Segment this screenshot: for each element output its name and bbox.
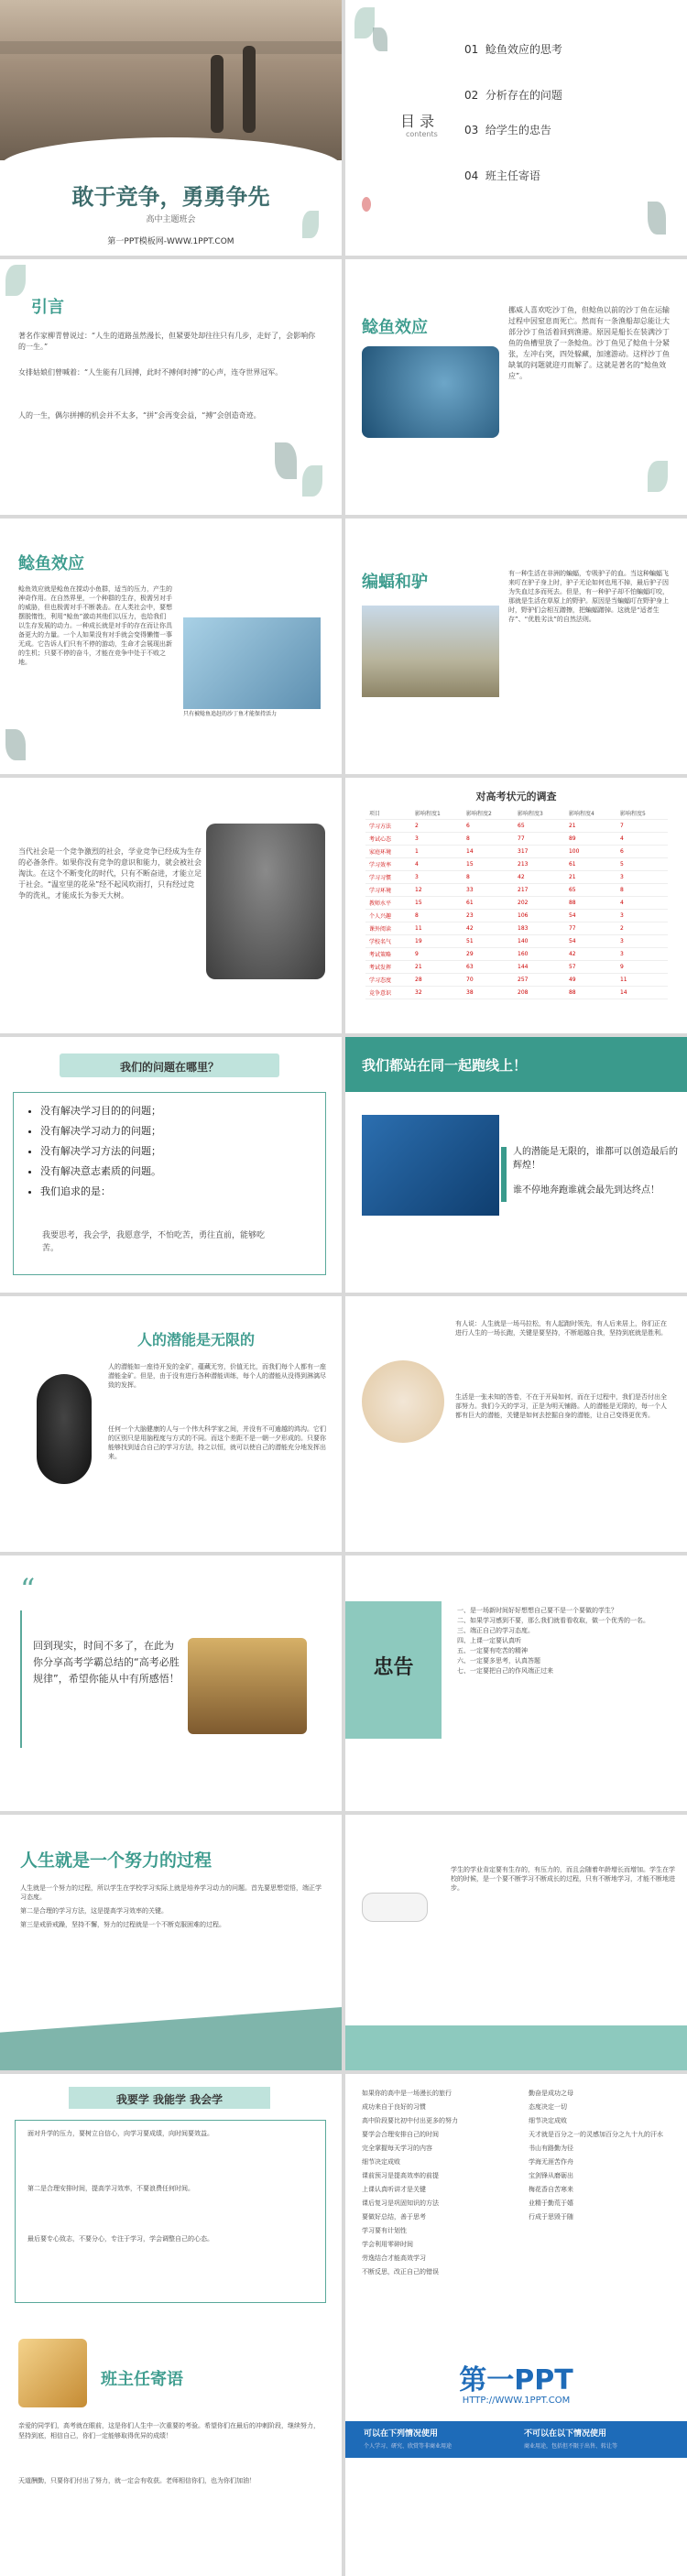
table-header-cell: 项目 xyxy=(365,807,411,820)
survey-table xyxy=(365,807,668,999)
table-row xyxy=(365,846,668,858)
problem-list xyxy=(27,1103,315,1204)
table-header-cell: 影响程度1 xyxy=(411,807,463,820)
table-row xyxy=(365,935,668,948)
table-cell: 77 xyxy=(514,833,565,846)
toc-num: 02 xyxy=(464,89,479,102)
table-cell: 88 xyxy=(565,897,616,910)
table-cell: 考试策略 xyxy=(365,948,411,961)
table-cell: 学校名气 xyxy=(365,935,411,948)
table-cell: 5 xyxy=(616,858,668,871)
table-cell: 144 xyxy=(514,961,565,974)
table-row xyxy=(365,884,668,897)
problem-sub: 我要思考，我会学，我愿意学，不怕吃苦，勇往直前，能够吃苦。 xyxy=(42,1231,266,1253)
list-item: 要做好总结，善于思考 xyxy=(362,2213,426,2221)
willlearn-p3: 最后要专心致志，不要分心，专注于学习，学会调整自己的心态。 xyxy=(27,2235,213,2243)
toc-num: 01 xyxy=(464,43,479,56)
slide-potential[interactable] xyxy=(0,1296,342,1552)
table-cell: 3 xyxy=(616,935,668,948)
leaf-decoration xyxy=(648,202,666,235)
problem-title: 我们的问题在哪里？ xyxy=(119,1061,219,1074)
table-cell: 63 xyxy=(463,961,514,974)
list-item: 细节决定成败 xyxy=(362,2158,400,2166)
slide-society[interactable] xyxy=(0,778,342,1033)
list-item: 态度决定一切 xyxy=(529,2103,567,2111)
table-cell: 4 xyxy=(411,858,463,871)
runner-photo xyxy=(0,0,342,160)
habits-right-list xyxy=(529,2087,675,2224)
table-title: 对高考状元的调查 xyxy=(475,791,557,802)
slide-effort[interactable] xyxy=(0,1815,342,2070)
brand-cannot-text: 商业用途，包括但不限于出售、转让等 xyxy=(524,2443,618,2450)
table-cell: 88 xyxy=(565,987,616,999)
table-row xyxy=(365,820,668,833)
table-cell: 257 xyxy=(514,974,565,987)
toc-sub: contents xyxy=(406,130,438,138)
leaf-decoration xyxy=(5,729,26,760)
catfish2-text: 鲶鱼效应就是鲶鱼在搅动小鱼群，适当的压力，产生的神奇作用。在自然界里，一个种群的生存，极需另对手的威胁，但也极需对手不断袭击。在人类社会中，要想摆脱惰性，利用“鲶鱼”激动其他们以压力，也给我们以生存发展的动力。一种成长就是对手的存在而让你具备更大的力量。一个人如果没有对手就会变得懒惰一事无成。它告诉人们只有不停的游动，生命才会展现出新的生机；只要不停的奋斗，才能在竞争中处于不败之地。 xyxy=(18,585,172,666)
list-item: 课前预习是提高效率的前提 xyxy=(362,2172,439,2179)
slide-toc[interactable] xyxy=(345,0,687,256)
intro-p1: 著名作家柳青曾说过：“人生的道路虽然漫长，但紧要处却往往只有几步，走好了，会影响你的一生。” xyxy=(18,332,316,351)
table-cell: 183 xyxy=(514,922,565,935)
list-item: • 没有解决意志素质的问题。 xyxy=(40,1163,315,1178)
toc-label: 班主任寄语 xyxy=(485,169,540,182)
brand-url[interactable]: HTTP://WWW.1PPT.COM xyxy=(462,2396,571,2406)
table-cell: 6 xyxy=(616,846,668,858)
table-header-cell: 影响程度4 xyxy=(565,807,616,820)
table-header-cell: 影响程度5 xyxy=(616,807,668,820)
fish-photo xyxy=(362,346,499,438)
list-item: 七、一定要把自己的作风端正过来 xyxy=(457,1667,553,1675)
diploma-illustration xyxy=(362,1893,428,1922)
slide-intro[interactable] xyxy=(0,259,342,515)
table-cell: 个人兴趣 xyxy=(365,910,411,922)
table-cell: 21 xyxy=(565,820,616,833)
list-item: 三、端正自己的学习态度。 xyxy=(457,1627,534,1634)
toc-item-4[interactable] xyxy=(464,168,540,183)
catfish-text: 挪威人喜欢吃沙丁鱼，但鲶鱼以前的沙丁鱼在运输过程中因窒息而死亡。然而有一条渔船却总能让大部分沙丁鱼活着回到渔港。原因是船长在装满沙丁鱼的鱼槽里放了一条鲶鱼。沙丁鱼见了鲶鱼十分紧张，左冲右突，四处躲藏，加速游动。这样沙丁鱼缺氧的问题就迎刃而解了。这就是著名的“鲶鱼效应”。 xyxy=(508,306,670,380)
list-item: • 没有解决学习目的的问题； xyxy=(40,1103,315,1118)
catfish-caption: 只有被鲶鱼追赶的沙丁鱼才能保持活力 xyxy=(183,711,278,717)
black-stones-photo xyxy=(37,1374,92,1484)
table-cell: 54 xyxy=(565,935,616,948)
sprinter-photo xyxy=(362,1115,499,1216)
willlearn-p1: 面对升学的压力，要树立自信心，向学习要成绩，向时间要效益。 xyxy=(27,2130,213,2137)
table-header-cell: 影响程度3 xyxy=(514,807,565,820)
table-cell: 3 xyxy=(411,871,463,884)
table-cell: 213 xyxy=(514,858,565,871)
list-item: 五、一定要有吃苦的精神 xyxy=(457,1647,528,1654)
table-row xyxy=(365,858,668,871)
student-illustration xyxy=(362,1360,444,1443)
table-cell: 7 xyxy=(616,820,668,833)
table-cell: 38 xyxy=(463,987,514,999)
effort-right: 学生的学业肯定要有生存的，有压力的，而且会随着年龄增长而增加。学生在学校的时候，是一个要不断学习不断成长的过程，只有不断地学习，才能不断地进步。 xyxy=(451,1866,675,1892)
brand-cannot-title: 不可以在以下情况使用 xyxy=(524,2429,607,2439)
table-cell: 考试心态 xyxy=(365,833,411,846)
cover-title: 敢于竞争，勇勇争先 xyxy=(71,184,270,210)
table-cell: 11 xyxy=(616,974,668,987)
teacher-title: 班主任寄语 xyxy=(101,2370,183,2389)
table-cell: 21 xyxy=(411,961,463,974)
toc-title: 目 录 xyxy=(400,113,435,130)
accent-bar xyxy=(501,1147,507,1202)
list-item: 勤奋是成功之母 xyxy=(529,2090,573,2097)
donkey-title: 编蝠和驴 xyxy=(362,573,428,592)
table-cell: 217 xyxy=(514,884,565,897)
student-p2: 生活是一张未知的答卷，不在于开局如何，而在于过程中，我们是否付出全部努力。我们今天的学习，正是为明天铺路。人的潜能是无限的，每一个人都有巨大的潜能，关键是如何去挖掘自身的潜能，让自己变得更优秀。 xyxy=(455,1393,667,1419)
slide-catfish-1[interactable] xyxy=(345,259,687,515)
table-cell: 3 xyxy=(616,948,668,961)
table-cell: 9 xyxy=(411,948,463,961)
list-item: 如果你的高中是一场漫长的旅行 xyxy=(362,2090,452,2097)
slide-diploma[interactable] xyxy=(345,1815,687,2070)
table-cell: 4 xyxy=(616,833,668,846)
table-cell: 课外阅读 xyxy=(365,922,411,935)
slide-advice[interactable] xyxy=(345,1555,687,1811)
table-row xyxy=(365,961,668,974)
list-item: 完全掌握每天学习的内容 xyxy=(362,2145,432,2152)
table-cell: 54 xyxy=(565,910,616,922)
leaf-decoration xyxy=(648,461,668,492)
slide-problem[interactable] xyxy=(0,1037,342,1293)
toc-label: 分析存在的问题 xyxy=(485,89,562,102)
willlearn-title: 我要学 我能学 我会学 xyxy=(115,2093,224,2106)
table-cell: 42 xyxy=(463,922,514,935)
table-cell: 15 xyxy=(463,858,514,871)
table-cell: 42 xyxy=(514,871,565,884)
list-item: • 没有解决学习动力的问题； xyxy=(40,1123,315,1138)
table-cell: 49 xyxy=(565,974,616,987)
leaf-decoration xyxy=(302,465,322,497)
cover-site: 第一PPT模板网-WWW.1PPT.COM xyxy=(107,237,234,246)
list-item: 不断反思，改正自己的错误 xyxy=(362,2268,439,2276)
table-cell: 23 xyxy=(463,910,514,922)
table-row xyxy=(365,910,668,922)
table-cell: 学习方法 xyxy=(365,820,411,833)
table-cell: 14 xyxy=(463,846,514,858)
sameline-line1: 人的潜能是无限的，谁都可以创造最后的辉煌！ xyxy=(513,1147,678,1171)
table-cell: 32 xyxy=(411,987,463,999)
table-cell: 160 xyxy=(514,948,565,961)
intro-p2: 女排姑娘们曾喊着：“人生能有几回搏，此时不搏何时搏”的心声，连夺世界冠军。 xyxy=(18,368,283,377)
stones-photo xyxy=(206,824,325,979)
list-item: • 没有解决学习方法的问题； xyxy=(40,1143,315,1158)
table-cell: 14 xyxy=(616,987,668,999)
list-item: 一、是一场新时间好好想想自己要不是一个要做的学生？ xyxy=(457,1607,617,1614)
table-row xyxy=(365,833,668,846)
table-cell: 学习效率 xyxy=(365,858,411,871)
table-cell: 202 xyxy=(514,897,565,910)
advice-list xyxy=(457,1606,677,1676)
list-item: 学会利用零碎时间 xyxy=(362,2241,413,2248)
intro-title: 引言 xyxy=(31,298,64,317)
teal-band xyxy=(345,2025,687,2070)
table-cell: 33 xyxy=(463,884,514,897)
table-row xyxy=(365,897,668,910)
slide-survey-table[interactable] xyxy=(345,778,687,1033)
list-item: 课后复习是巩固知识的方法 xyxy=(362,2199,439,2207)
table-cell: 42 xyxy=(565,948,616,961)
table-cell: 8 xyxy=(463,871,514,884)
table-cell: 61 xyxy=(565,858,616,871)
table-cell: 3 xyxy=(616,871,668,884)
list-item: • 我们追求的是： xyxy=(40,1184,315,1198)
teacher-p1: 亲爱的同学们，高考就在眼前，这是你们人生中一次重要的考验。希望你们在最后的冲刺阶段，继续努力，坚持到底，相信自己，你们一定能够取得优异的成绩！ xyxy=(18,2422,320,2440)
table-cell: 3 xyxy=(411,833,463,846)
table-cell: 8 xyxy=(463,833,514,846)
table-cell: 家庭环境 xyxy=(365,846,411,858)
list-item: 高中阶段要比初中付出更多的努力 xyxy=(362,2117,458,2124)
list-item: 天才就是百分之一的灵感加百分之九十九的汗水 xyxy=(529,2131,663,2138)
table-cell: 19 xyxy=(411,935,463,948)
table-cell: 100 xyxy=(565,846,616,858)
teacher-illustration xyxy=(18,2339,87,2407)
table-cell: 317 xyxy=(514,846,565,858)
table-cell: 140 xyxy=(514,935,565,948)
table-cell: 1 xyxy=(411,846,463,858)
effort-p1: 人生就是一个努力的过程，所以学生在学校学习实际上就是培养学习动力的问题。首先要思想觉悟，端正学习态度。 xyxy=(20,1884,322,1901)
table-cell: 70 xyxy=(463,974,514,987)
habits-left-list xyxy=(362,2087,518,2279)
table-cell: 6 xyxy=(463,820,514,833)
table-cell: 89 xyxy=(565,833,616,846)
table-row xyxy=(365,987,668,999)
table-cell: 11 xyxy=(411,922,463,935)
brand-can-text: 个人学习、研究、欣赏等非商业用途 xyxy=(364,2443,453,2450)
catfish2-title: 鲶鱼效应 xyxy=(18,554,84,573)
leaf-decoration xyxy=(373,27,387,51)
leaf-decoration xyxy=(302,211,319,238)
slide-donkey[interactable] xyxy=(345,518,687,774)
slide-quote[interactable] xyxy=(0,1555,342,1811)
effort-title: 人生就是一个努力的过程 xyxy=(20,1850,213,1871)
quote-text: 回到现实，时间不多了，在此为你分享高考学霸总结的“高考必胜规律”，希望你能从中有所感悟！ xyxy=(33,1640,180,1685)
leaf-decoration xyxy=(354,7,375,38)
table-cell: 学习环境 xyxy=(365,884,411,897)
willlearn-box xyxy=(15,2120,326,2303)
toc-num: 03 xyxy=(464,124,479,136)
list-item: 要学会合理安排自己的时间 xyxy=(362,2131,439,2138)
slide-same-line[interactable] xyxy=(345,1037,687,1293)
toc-num: 04 xyxy=(464,169,479,182)
books-illustration xyxy=(188,1638,307,1734)
catfish-illustration xyxy=(183,617,321,709)
cover-subtitle: 高中主题班会 xyxy=(146,215,196,224)
table-cell: 考试发挥 xyxy=(365,961,411,974)
table-row xyxy=(365,974,668,987)
table-cell: 3 xyxy=(616,910,668,922)
potential-p1: 人的潜能如一座待开发的金矿，蕴藏无穷，价值无比，而我们每个人都有一座潜能金矿。但是，由于没有进行各种潜能训练，每个人的潜能从没得到淋漓尽致的发挥。 xyxy=(108,1363,326,1389)
intro-p3: 人的一生，偶尔拼搏的机会并不太多，“拼”会再变会益，“搏”会创造奇迹。 xyxy=(18,411,261,420)
table-cell: 学习态度 xyxy=(365,974,411,987)
brand-can-title: 可以在下列情况使用 xyxy=(364,2429,439,2439)
potential-p2: 任何一个大脑健康的人与一个伟大科学家之间，并没有不可逾越的鸿沟。它们的区别只是用脑程度与方式的不同。而这个差距不是一朝一夕形成的。只要你能够找到适合自己的学习方法，持之以恒，就可以使自己的潜能充分地发挥出来。 xyxy=(108,1425,326,1460)
toc-item-2[interactable] xyxy=(464,87,562,103)
effort-p2: 第二是合理的学习方法，这是提高学习效率的关键。 xyxy=(20,1907,168,1915)
table-cell: 4 xyxy=(616,897,668,910)
table-cell: 竞争意识 xyxy=(365,987,411,999)
table-header-row xyxy=(365,807,668,820)
slide-brand[interactable] xyxy=(345,2320,687,2576)
advice-title: 忠告 xyxy=(373,1656,414,1679)
willlearn-p2: 第二是合理安排时间，提高学习效率，不要浪费任何时间。 xyxy=(27,2185,194,2192)
table-cell: 28 xyxy=(411,974,463,987)
table-cell: 29 xyxy=(463,948,514,961)
table-header-cell: 影响程度2 xyxy=(463,807,514,820)
table-cell: 61 xyxy=(463,897,514,910)
table-row xyxy=(365,922,668,935)
teacher-p2: 天道酬勤，只要你们付出了努力，就一定会有收获。老师相信你们，也为你们加油！ xyxy=(18,2477,256,2484)
table-cell: 51 xyxy=(463,935,514,948)
toc-item-3[interactable] xyxy=(464,122,551,137)
catfish-title: 鲶鱼效应 xyxy=(362,318,428,337)
table-cell: 65 xyxy=(565,884,616,897)
list-item: 二、如果学习感到不要，那么我们就看看收取，做一个优秀的一名。 xyxy=(457,1617,649,1624)
slide-catfish-2[interactable] xyxy=(0,518,342,774)
table-cell: 21 xyxy=(565,871,616,884)
table-row xyxy=(365,948,668,961)
table-cell: 学习习惯 xyxy=(365,871,411,884)
table-cell: 208 xyxy=(514,987,565,999)
table-cell: 2 xyxy=(411,820,463,833)
list-item: 成功来自于良好的习惯 xyxy=(362,2103,426,2111)
list-item: 宝剑锋从磨砺出 xyxy=(529,2172,573,2179)
donkey-photo xyxy=(362,606,499,697)
table-row xyxy=(365,871,668,884)
table-cell: 12 xyxy=(411,884,463,897)
teal-wave xyxy=(0,2007,342,2070)
quote-line xyxy=(20,1610,22,1748)
list-item: 学海无涯苦作舟 xyxy=(529,2158,573,2166)
flower-icon xyxy=(362,197,371,212)
list-item: 业精于勤荒于嬉 xyxy=(529,2199,573,2207)
slide-student[interactable] xyxy=(345,1296,687,1552)
list-item: 行成于思毁于随 xyxy=(529,2213,573,2221)
table-cell: 57 xyxy=(565,961,616,974)
quote-open-icon: “ xyxy=(20,1572,36,1607)
potential-title: 人的潜能是无限的 xyxy=(137,1331,256,1348)
sameline-title: 我们都站在同一起跑线上！ xyxy=(362,1057,528,1074)
society-text: 当代社会是一个竞争激烈的社会，学业竞争已经成为生存的必备条件。如果你没有竞争的意识和能力，就会被社会淘汰。在这个不断变化的时代，只有不断奋进，才能立足于社会。“温室里的花朵”经不起风吹雨打，只有经过竞争的洗礼，才能成长为参天大树。 xyxy=(18,847,202,900)
slide-will-learn[interactable] xyxy=(0,2074,342,2330)
slide-habits[interactable] xyxy=(345,2074,687,2330)
list-item: 上课认真听讲才是关键 xyxy=(362,2186,426,2193)
student-p1: 有人说：人生就是一场马拉松，有人起跑时领先，有人后来居上，你们正在进行人生的一场长跑，关键是要坚持，不断超越自我，坚持到底就是胜利。 xyxy=(455,1320,667,1337)
table-cell: 2 xyxy=(616,922,668,935)
slide-cover[interactable] xyxy=(0,0,342,256)
toc-item-1[interactable] xyxy=(464,41,562,57)
table-cell: 教师水平 xyxy=(365,897,411,910)
list-item: 梅花香自苦寒来 xyxy=(529,2186,573,2193)
toc-label: 鲶鱼效应的思考 xyxy=(485,43,562,56)
list-item: 劳逸结合才能高效学习 xyxy=(362,2254,426,2262)
slide-teacher[interactable] xyxy=(0,2320,342,2576)
table-cell: 77 xyxy=(565,922,616,935)
list-item: 学习要有计划性 xyxy=(362,2227,407,2234)
sameline-line2: 谁不停地奔跑谁就会最先到达终点！ xyxy=(513,1185,660,1195)
leaf-decoration xyxy=(275,442,297,479)
table-cell: 106 xyxy=(514,910,565,922)
table-cell: 8 xyxy=(411,910,463,922)
effort-p3: 第三是戒骄戒躁，坚持不懈，努力的过程就是一个不断克服困难的过程。 xyxy=(20,1921,225,1928)
table-cell: 9 xyxy=(616,961,668,974)
table-cell: 65 xyxy=(514,820,565,833)
table-cell: 15 xyxy=(411,897,463,910)
list-item: 四、上课一定要认真听 xyxy=(457,1637,521,1644)
list-item: 细节决定成败 xyxy=(529,2117,567,2124)
list-item: 六、一定要多思考，认真答题 xyxy=(457,1657,540,1665)
donkey-text: 有一种生活在非洲的蝙蝠，专吸驴子的血。当这种蝙蝠飞来叮在驴子身上时，驴子无论如何也甩不掉，最后驴子因为失血过多而死去。但是，有一种驴子却不怕蝙蝠叮咬，那就是生活在草原上的野驴。原因是当蝙蝠叮在野驴身上时，野驴们会相互蹭擦，把蝙蝠蹭掉。这就是“适者生存”、“优胜劣汰”的自然法则。 xyxy=(508,570,669,623)
list-item: 书山有路勤为径 xyxy=(529,2145,573,2152)
table-cell: 8 xyxy=(616,884,668,897)
brand-logo: 第一PPT xyxy=(459,2364,573,2396)
leaf-decoration xyxy=(5,265,26,296)
toc-label: 给学生的忠告 xyxy=(485,124,551,136)
